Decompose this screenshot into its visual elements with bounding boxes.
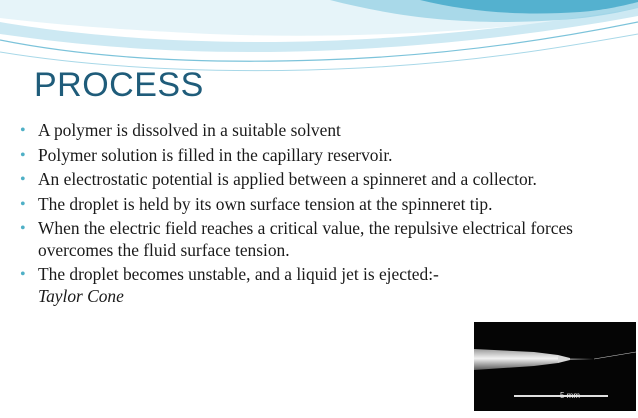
needle-image [474,322,636,411]
scale-bar-label: 5 mm [560,391,580,400]
bullet-text: The droplet becomes unstable, and a liquid jet is ejected:- [38,264,439,284]
slide-title: PROCESS [34,66,204,104]
bullet-text: An electrostatic potential is applied between a spinneret and a collector. [38,169,537,189]
bullet-icon: • [20,171,26,188]
bullet-text: When the electric field reaches a critical value, the repulsive electrical forces overcomes the fluid surface tension. [38,218,573,260]
bullet-item [20,194,580,216]
bullet-icon: • [20,195,26,213]
taylor-cone-label: Taylor Cone [38,285,124,306]
bullet-text: A polymer is dissolved in a suitable solvent [38,120,341,140]
bullet-item [20,120,580,142]
bullet-item [20,169,580,191]
bullet-item [20,264,580,307]
bullet-icon: • [20,122,26,139]
bullet-item [20,218,580,261]
bullet-text: Polymer solution is filled in the capillary reservoir. [38,144,393,165]
bullet-list [20,120,580,310]
bullet-icon: • [20,146,26,164]
bullet-text: The droplet is held by its own surface tension at the spinneret tip. [38,193,493,214]
taylor-cone-photo [474,322,636,411]
bullet-item [20,145,580,167]
bullet-icon: • [20,266,26,283]
bullet-icon: • [20,220,26,237]
